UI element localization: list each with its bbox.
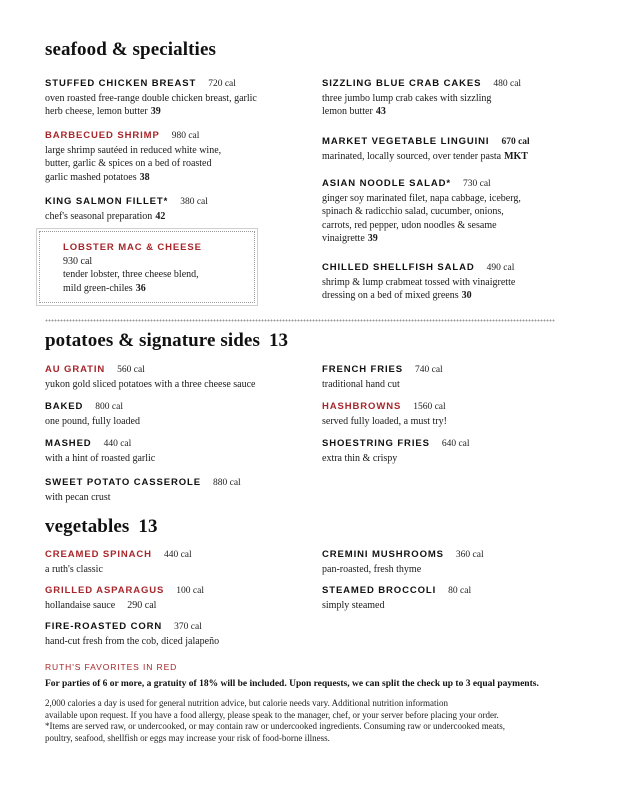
menu-item-baked — [45, 400, 305, 428]
menu-item-bbq-shrimp — [45, 129, 305, 184]
sides-title-text: potatoes & signature sides — [45, 330, 260, 351]
item-name: MASHED — [45, 438, 92, 449]
menu-item-lobster-mac — [63, 241, 248, 295]
item-description: tender lobster, three cheese blend, — [63, 269, 199, 281]
item-description: simply steamed — [322, 600, 385, 611]
item-description: pan-roasted, fresh thyme — [322, 564, 422, 575]
item-calories: 730 cal — [463, 179, 491, 189]
item-calories: 440 cal — [103, 439, 132, 449]
item-name: FRENCH FRIES — [322, 364, 403, 375]
item-calories: 740 cal — [415, 365, 443, 375]
item-name: HASHBROWNS — [322, 401, 402, 412]
section-divider — [45, 319, 555, 322]
menu-item-hashbrowns — [322, 400, 582, 428]
item-description: lemon butter — [322, 106, 373, 118]
menu-item-linguini — [322, 135, 582, 163]
item-description: with pecan crust — [45, 492, 111, 503]
item-description: yukon gold sliced potatoes with a three cheese sauce — [45, 379, 256, 390]
item-price: 43 — [375, 106, 386, 118]
sides-section-title — [45, 330, 288, 352]
item-description: carrots, red pepper, udon noodles & sesame — [322, 219, 497, 231]
item-calories: 480 cal — [493, 79, 522, 89]
note-line: 2,000 calories a day is used for general nutrition advice, but calorie needs vary. Additional nutrition information — [45, 698, 449, 708]
item-price: 39 — [367, 233, 378, 245]
item-description: large shrimp sautéed in reduced white wine, — [45, 145, 222, 156]
item-price: 39 — [150, 106, 161, 118]
item-price: 36 — [135, 282, 146, 294]
item-name: CHILLED SHELLFISH SALAD — [322, 262, 475, 273]
item-name: SIZZLING BLUE CRAB CAKES — [322, 78, 482, 89]
item-description: traditional hand cut — [322, 379, 400, 390]
menu-item-cremini-mushrooms — [322, 548, 582, 576]
item-calories: 930 cal — [63, 256, 93, 267]
item-calories: 380 cal — [180, 197, 208, 207]
menu-item-french-fries — [322, 363, 582, 391]
item-description: oven roasted free-range double chicken breast, garlic — [45, 93, 257, 104]
menu-item-king-salmon — [45, 195, 305, 223]
item-name: STUFFED CHICKEN BREAST — [45, 78, 197, 89]
item-description: hand-cut fresh from the cob, diced jalapeño — [45, 636, 220, 647]
item-calories: 670 cal — [501, 137, 530, 147]
menu-item-crab-cakes — [322, 77, 582, 119]
item-calories: 370 cal — [174, 622, 202, 632]
item-calories: 360 cal — [455, 550, 484, 560]
item-name: BARBECUED SHRIMP — [45, 130, 160, 141]
note-line: *Items are served raw, or undercooked, or may contain raw or undercooked ingredients. Consuming raw or undercooked meats, — [45, 721, 506, 731]
menu-item-mashed — [45, 437, 305, 465]
item-description: chef's seasonal preparation — [45, 211, 153, 222]
item-calories: 290 cal — [127, 600, 157, 611]
item-name: GRILLED ASPARAGUS — [45, 585, 165, 596]
item-calories: 800 cal — [95, 402, 123, 412]
seafood-section-title: seafood & specialties — [45, 39, 216, 60]
item-calories: 880 cal — [212, 478, 241, 488]
menu-item-steamed-broccoli — [322, 584, 582, 612]
item-description: mild green-chiles — [63, 282, 133, 294]
menu-item-au-gratin — [45, 363, 305, 391]
item-price: 30 — [461, 290, 472, 302]
vegetables-section-title — [45, 516, 158, 538]
nutrition-notes — [45, 698, 585, 744]
item-name: CREMINI MUSHROOMS — [322, 549, 444, 560]
item-name: SHOESTRING FRIES — [322, 438, 430, 449]
note-line: available upon request. If you have a food allergy, please speak to the manager, chef, or your server before placing your order. — [45, 709, 499, 720]
item-name: AU GRATIN — [45, 364, 106, 375]
item-calories: 490 cal — [486, 263, 515, 273]
item-description: ginger soy marinated filet, napa cabbage, iceberg, — [322, 193, 521, 204]
menu-item-noodle-salad — [322, 177, 582, 246]
item-description: one pound, fully loaded — [45, 416, 140, 427]
item-calories: 1560 cal — [413, 402, 446, 412]
item-calories: 640 cal — [441, 439, 470, 449]
vegetables-title-text: vegetables — [45, 516, 130, 537]
item-description: hollandaise sauce — [45, 600, 116, 611]
menu-item-creamed-spinach — [45, 548, 305, 576]
item-price: MKT — [504, 151, 528, 162]
vegetables-price: 13 — [138, 516, 158, 537]
sides-price: 13 — [268, 330, 289, 351]
menu-item-stuffed-chicken — [45, 77, 305, 119]
item-calories: 720 cal — [208, 79, 236, 89]
menu-item-grilled-asparagus — [45, 584, 305, 612]
item-description: shrimp & lump crabmeat tossed with vinaigrette — [322, 277, 516, 288]
item-name: ASIAN NOODLE SALAD* — [322, 178, 451, 189]
menu-item-sweet-potato — [45, 476, 305, 504]
item-description: a ruth's classic — [45, 564, 103, 575]
item-name: FIRE-ROASTED CORN — [45, 621, 163, 632]
item-description: dressing on a bed of mixed greens — [322, 290, 459, 302]
item-calories: 560 cal — [117, 365, 145, 375]
item-calories: 440 cal — [163, 550, 192, 560]
item-description: served fully loaded, a must try! — [322, 416, 447, 427]
item-name: STEAMED BROCCOLI — [322, 585, 437, 596]
item-calories: 980 cal — [171, 131, 200, 141]
item-name: CREAMED SPINACH — [45, 549, 152, 560]
item-description: garlic mashed potatoes — [45, 171, 137, 183]
item-description: extra thin & crispy — [322, 453, 398, 464]
note-line: poultry, seafood, shellfish or eggs may increase your risk of food-borne illness. — [45, 732, 330, 743]
item-price: 42 — [155, 211, 166, 222]
item-description: herb cheese, lemon butter — [45, 106, 148, 118]
item-name: KING SALMON FILLET* — [45, 196, 169, 207]
item-description: marinated, locally sourced, over tender pasta — [322, 151, 502, 162]
item-description: three jumbo lump crab cakes with sizzling — [322, 93, 492, 104]
gratuity-notice: For parties of 6 or more, a gratuity of 18% will be included. Upon requests, we can split the check up to 3 equal payments. — [45, 679, 539, 689]
item-name: SWEET POTATO CASSEROLE — [45, 477, 201, 488]
item-calories: 80 cal — [448, 586, 472, 596]
item-calories: 100 cal — [176, 586, 204, 596]
item-name: BAKED — [45, 401, 84, 412]
item-description: with a hint of roasted garlic — [45, 453, 156, 464]
menu-item-shoestring — [322, 437, 582, 465]
item-description: spinach & radicchio salad, cucumber, onions, — [322, 206, 504, 218]
favorites-legend: RUTH'S FAVORITES IN RED — [45, 662, 178, 672]
item-description: vinaigrette — [322, 233, 365, 245]
item-name: MARKET VEGETABLE LINGUINI — [322, 136, 490, 147]
item-price: 38 — [139, 171, 150, 183]
item-description: butter, garlic & spices on a bed of roasted — [45, 158, 212, 170]
item-name: LOBSTER MAC & CHEESE — [63, 242, 202, 253]
menu-item-shellfish-salad — [322, 261, 582, 303]
menu-item-fire-roasted-corn — [45, 620, 305, 648]
